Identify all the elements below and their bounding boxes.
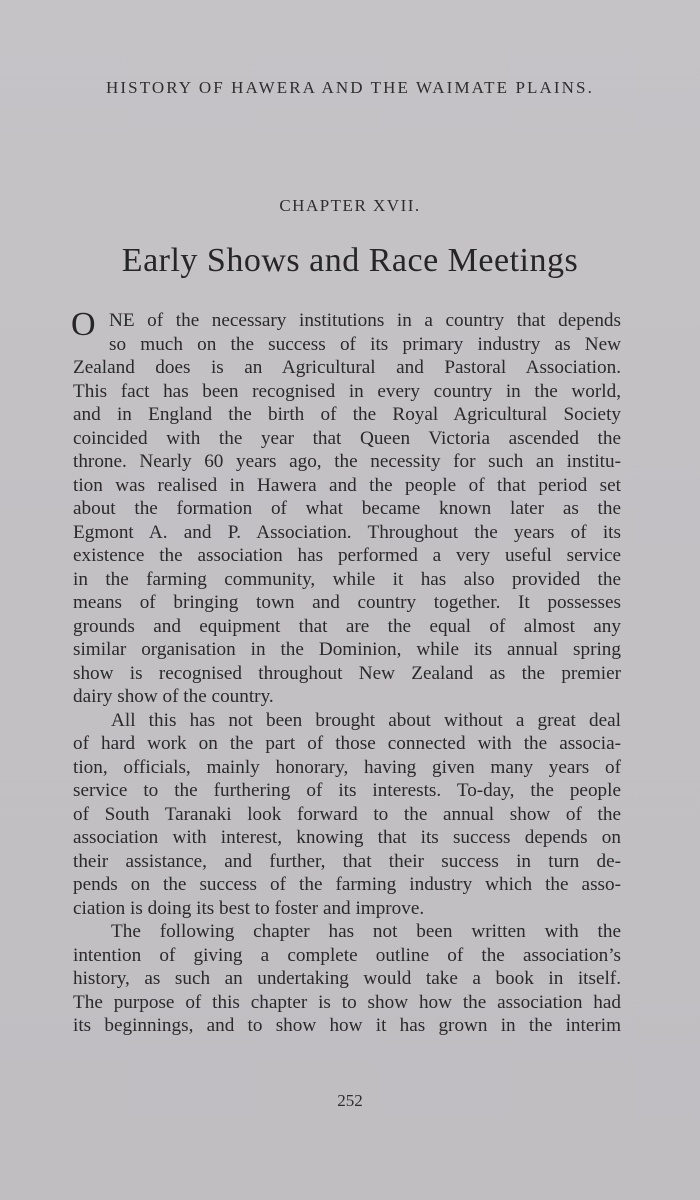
text-line: history, as such an undertaking would take a book in itself. xyxy=(73,968,621,989)
text-line: and in England the birth of the Royal Agricultural Society xyxy=(73,404,621,425)
text-line: of South Taranaki look forward to the annual show of the xyxy=(73,803,621,825)
text-line: their assistance, and further, that their success in turn de- xyxy=(73,850,621,872)
text-line: ciation is doing its best to foster and improve. xyxy=(73,897,425,919)
text-line: association with interest, knowing that its success depends on xyxy=(73,827,621,848)
page-number: 252 xyxy=(337,1091,363,1110)
text-line: service to the furthering of its interests. To-day, the people xyxy=(73,780,621,801)
text-line: coincided with the year that Queen Victoria ascended the xyxy=(73,427,621,449)
drop-cap: O xyxy=(71,306,96,343)
text-line: means of bringing town and country together. It possesses xyxy=(73,592,621,613)
text-line: Zealand does is an Agricultural and Pastoral Association. xyxy=(73,357,621,378)
text-line: of hard work on the part of those connected with the associa- xyxy=(73,733,621,754)
text-line: intention of giving a complete outline of the association’s xyxy=(73,944,621,966)
chapter-title: Early Shows and Race Meetings xyxy=(121,242,579,279)
text-line: Egmont A. and P. Association. Throughout the years of its xyxy=(73,521,621,543)
text-line: This fact has been recognised in every country in the world, xyxy=(73,380,621,402)
text-line: existence the association has performed a very useful service xyxy=(73,545,621,566)
text-line: similar organisation in the Dominion, while its annual spring xyxy=(73,639,621,660)
text-line: pends on the success of the farming industry which the asso- xyxy=(73,874,621,895)
text-line: The following chapter has not been written with the xyxy=(111,921,621,942)
text-line: dairy show of the country. xyxy=(73,686,274,707)
chapter-body xyxy=(71,306,621,1038)
text-line: tion was realised in Hawera and the people of that period set xyxy=(73,474,621,496)
text-line: about the formation of what became known later as the xyxy=(73,498,621,519)
text-line: throne. Nearly 60 years ago, the necessity for such an institu- xyxy=(73,451,621,472)
text-line: show is recognised throughout New Zealand as the premier xyxy=(73,662,621,684)
paragraph xyxy=(73,920,621,1038)
text-line: grounds and equipment that are the equal of almost any xyxy=(73,615,621,637)
text-line: All this has not been brought about without a great deal xyxy=(111,709,621,731)
text-line: O NE of the necessary institutions in a country that depends xyxy=(71,306,621,343)
paragraph xyxy=(73,709,621,921)
text-line: so much on the success of its primary industry as New xyxy=(109,333,621,355)
running-head: HISTORY OF HAWERA AND THE WAIMATE PLAINS. xyxy=(106,78,594,97)
text-line: its beginnings, and to show how it has grown in the interim xyxy=(73,1015,621,1036)
text-line: The purpose of this chapter is to show how the association had xyxy=(73,991,621,1013)
chapter-number: CHAPTER XVII. xyxy=(279,196,421,215)
text-line: in the farming community, while it has also provided the xyxy=(73,568,621,590)
text-line: tion, officials, mainly honorary, having given many years of xyxy=(73,756,621,778)
paragraph xyxy=(71,306,621,709)
